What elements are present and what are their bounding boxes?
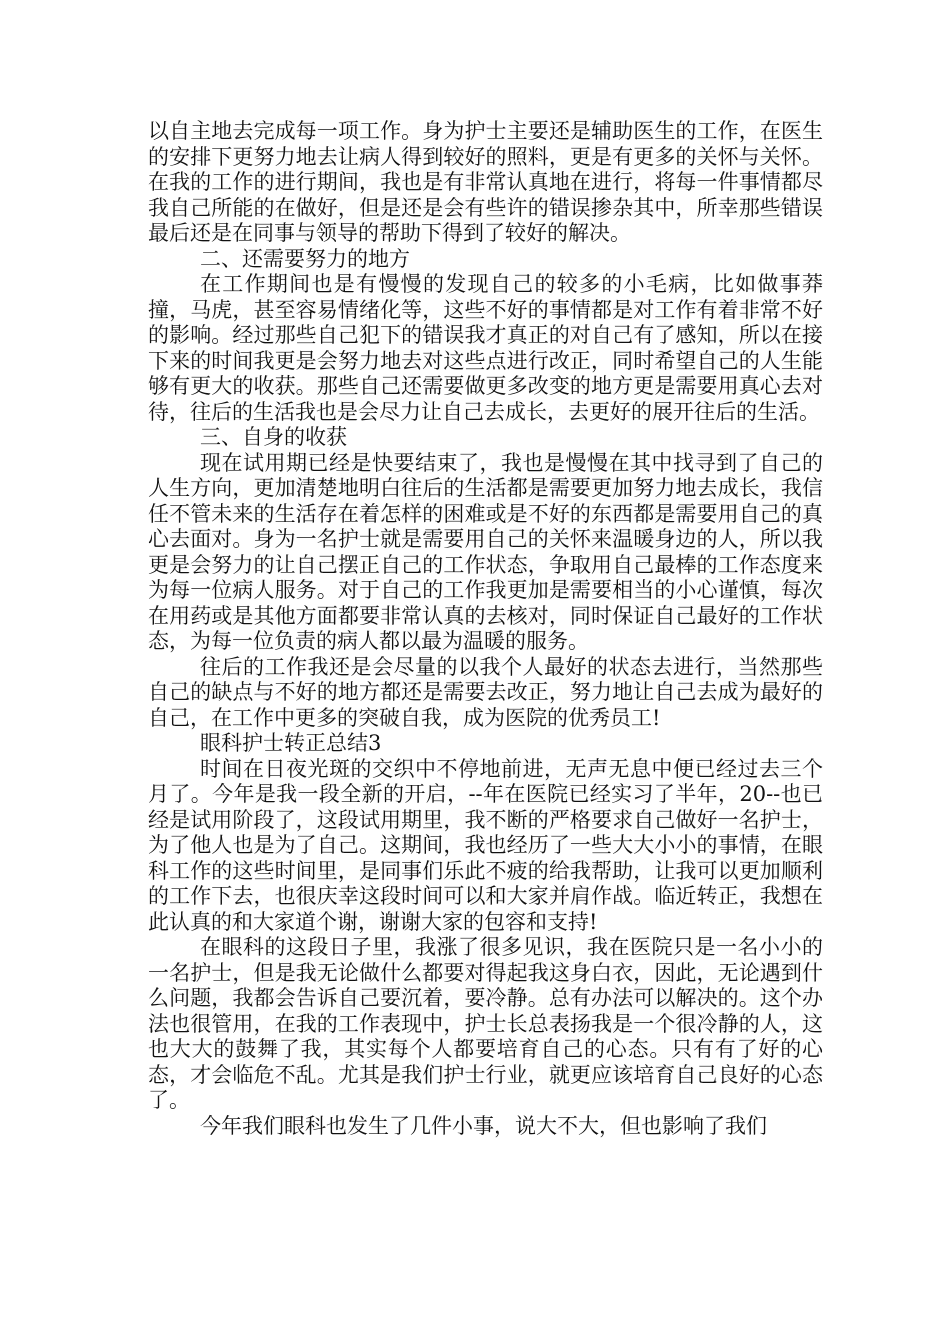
document-body — [148, 119, 823, 1139]
paragraph-improvements: 在工作期间也是有慢慢的发现自己的较多的小毛病，比如做事莽撞，马虎，甚至容易情绪化等，这些不好的事情都是对工作有着非常不好的影响。经过那些自己犯下的错误我才真正的对自己有了感知，所以在接下来的时间我更是会努力地去对这些点进行改正，同时希望自己的人生能够有更大的收获。那些自己还需要做更多改变的地方更是需要用真心去对待，往后的生活我也是会尽力让自己去成长，去更好的展开往后的生活。 — [148, 272, 823, 424]
paragraph-future-work: 往后的工作我还是会尽量的以我个人最好的状态去进行，当然那些自己的缺点与不好的地方都还是需要去改正，努力地让自己去成为最好的自己，在工作中更多的突破自我，成为医院的优秀员工! — [148, 654, 823, 730]
paragraph-three-months: 时间在日夜光斑的交织中不停地前进，无声无息中便已经过去三个月了。今年是我一段全新的开启，--年在医院已经实习了半年，20--也已经是试用阶段了，这段试用期里，我不断的严格要求自己做好一名护士，为了他人也是为了自己。这期间，我也经历了一些大大小小的事情，在眼科工作的这些时间里，是同事们乐此不疲的给我帮助，让我可以更加顺利的工作下去，也很庆幸这段时间可以和大家并肩作战。临近转正，我想在此认真的和大家道个谢，谢谢大家的包容和支持! — [148, 756, 823, 934]
section-heading-summary-3: 眼科护士转正总结3 — [200, 731, 382, 755]
paragraph-gains: 现在试用期已经是快要结束了，我也是慢慢在其中找寻到了自己的人生方向，更加清楚地明白往后的生活都是需要更加努力地去成长，我信任不管未来的生活存在着怎样的困难或是不好的东西都是需要用自己的真心去面对。身为一名护士就是需要用自己的关怀来温暖身边的人，所以我更是会努力的让自己摆正自己的工作状态，争取用自己最棒的工作态度来为每一位病人服务。对于自己的工作我更加是需要相当的小心谨慎，每次在用药或是其他方面都要非常认真的去核对，同时保证自己最好的工作状态，为每一位负责的病人都以最为温暖的服务。 — [148, 450, 823, 653]
paragraph-ophthalmology-days: 在眼科的这段日子里，我涨了很多见识，我在医院只是一名小小的一名护士，但是我无论做什么都要对得起我这身白衣，因此，无论遇到什么问题，我都会告诉自己要沉着，要冷静。总有办法可以解决的。这个办法也很管用，在我的工作表现中，护士长总表扬我是一个很冷静的人，这也大大的鼓舞了我，其实每个人都要培育自己的心态。只有有了好的心态，才会临危不乱。尤其是我们护士行业，就更应该培育自己良好的心态了。 — [148, 935, 823, 1112]
paragraph-small-events: 今年我们眼科也发生了几件小事，说大不大，但也影响了我们 — [200, 1113, 767, 1138]
section-heading-gains: 三、自身的收获 — [200, 425, 347, 449]
section-heading-improvements: 二、还需要努力的地方 — [200, 246, 410, 271]
paragraph-intro-continuation: 以自主地去完成每一项工作。身为护士主要还是辅助医生的工作，在医生的安排下更努力地去让病人得到较好的照料，更是有更多的关怀与关怀。在我的工作的进行期间，我也是有非常认真地在进行，将每一件事情都尽我自己所能的在做好，但是还是会有些许的错误掺杂其中，所幸那些错误最后还是在同事与领导的帮助下得到了较好的解决。 — [148, 119, 823, 245]
